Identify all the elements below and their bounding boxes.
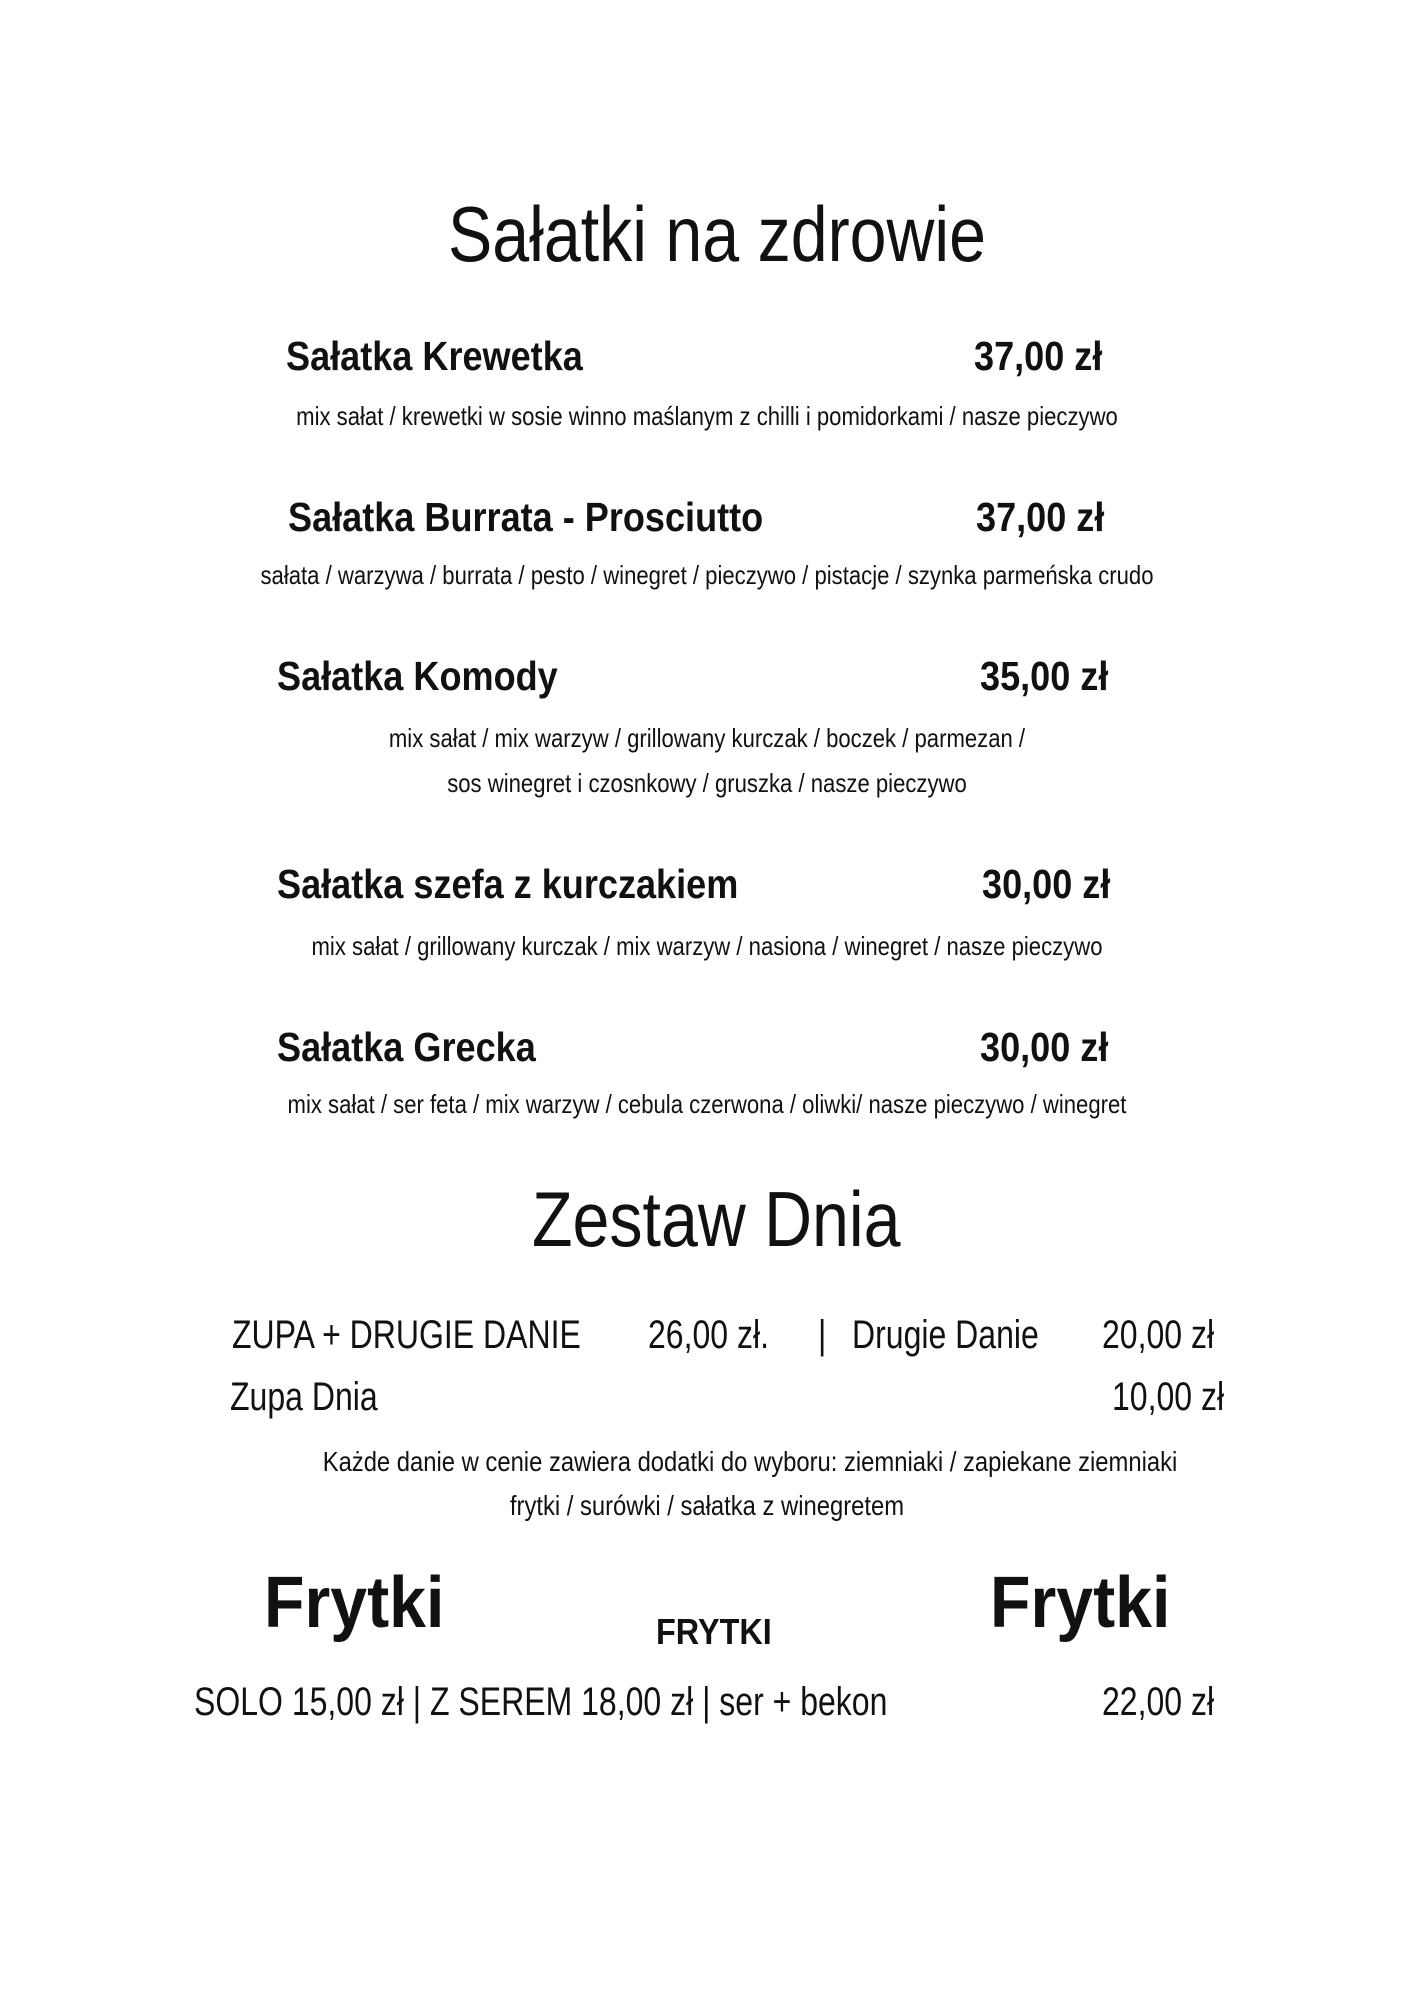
menu-item-price: 37,00 zł	[974, 333, 1103, 379]
menu-item-description: mix sałat / ser feta / mix warzyw / cebula czerwona / oliwki/ nasze pieczywo / winegret	[287, 1089, 1127, 1119]
menu-item-description: mix sałat / krewetki w sosie winno maślanym z chilli i pomidorkami / nasze pieczywo	[296, 401, 1118, 431]
menu-item-name: Sałatka Grecka	[277, 1024, 536, 1070]
menu-item-price: 35,00 zł	[980, 653, 1109, 699]
menu-item-price: 30,00 zł	[982, 861, 1111, 907]
fries-heading-center: FRYTKI	[656, 1611, 772, 1652]
menu-item-description: mix sałat / grillowany kurczak / mix warzyw / nasiona / winegret / nasze pieczywo	[311, 931, 1103, 961]
set-soup-label: Zupa Dnia	[230, 1375, 378, 1419]
set-note: frytki / surówki / sałatka z winegretem	[509, 1490, 905, 1521]
menu-item-price: 30,00 zł	[980, 1024, 1109, 1070]
menu-item-price: 37,00 zł	[976, 494, 1105, 540]
fries-heading-left: Frytki	[264, 1563, 445, 1643]
fries-bacon-price: 22,00 zł	[1102, 1680, 1215, 1724]
menu-item-description: sałata / warzywa / burrata / pesto / winegret / pieczywo / pistacje / szynka parmeńska crudo	[260, 560, 1154, 590]
set-separator: |	[818, 1313, 827, 1357]
section-title-salads: Sałatki na zdrowie	[448, 190, 987, 278]
menu-item-description: sos winegret i czosnkowy / gruszka / nasze pieczywo	[447, 768, 967, 798]
section-title-set: Zestaw Dnia	[532, 1175, 901, 1263]
set-soup-price: 10,00 zł	[1112, 1375, 1225, 1419]
fries-heading-right: Frytki	[990, 1563, 1171, 1643]
fries-price-line: SOLO 15,00 zł | Z SEREM 18,00 zł | ser + bekon	[194, 1680, 888, 1724]
menu-item-name: Sałatka Komody	[277, 653, 558, 699]
set-main-price: 20,00 zł	[1102, 1313, 1215, 1357]
set-soup-main-price: 26,00 zł.	[648, 1313, 769, 1357]
menu-item-name: Sałatka szefa z kurczakiem	[277, 861, 739, 907]
set-soup-main-label: ZUPA + DRUGIE DANIE	[232, 1313, 581, 1357]
menu-item-name: Sałatka Burrata - Prosciutto	[288, 494, 764, 540]
menu-item-description: mix sałat / mix warzyw / grillowany kurczak / boczek / parmezan /	[388, 723, 1026, 753]
set-main-label: Drugie Danie	[852, 1313, 1039, 1357]
set-note: Każde danie w cenie zawiera dodatki do wyboru: ziemniaki / zapiekane ziemniaki	[322, 1446, 1178, 1477]
menu-item-name: Sałatka Krewetka	[286, 333, 583, 379]
